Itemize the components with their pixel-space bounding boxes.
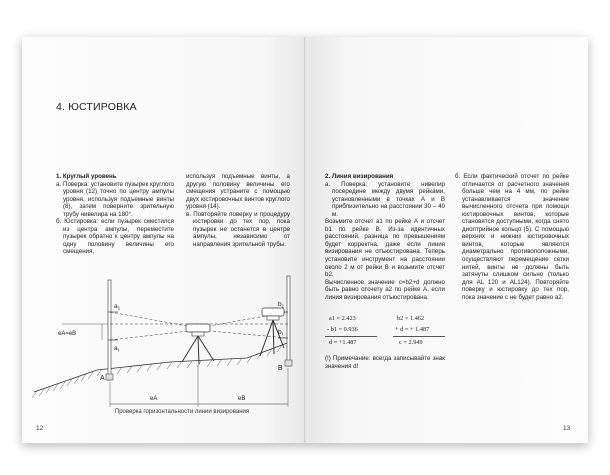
page-number-left: 12 xyxy=(36,425,44,432)
label-e-equal: eA=eB xyxy=(58,331,77,337)
paragraph-computed: Вычисленное значение c=b2+d должно быть равно отсчету a2 по рейке А, если линия визирования отъюстирована. xyxy=(325,278,445,301)
paragraph-check: a. Поверка: установите пузырек круглого уровня (12) точно по центру ампулы уровня, используя подъемные винты (8), затем поверните зрительную трубу нивелира на 180°. xyxy=(56,180,174,218)
paragraph-continuation: используя подъемные винты, а другую половину величины его смещения устраните с помощью двух юстировочных винтов круглого уровня (14). xyxy=(186,173,290,211)
calc-b2: b2 = 1.462 xyxy=(397,315,425,322)
label-a1-left: $a_1$ xyxy=(114,303,121,311)
left-column-2 xyxy=(186,173,290,248)
right-column-1 xyxy=(325,173,445,301)
label-a-left: $a_I$ xyxy=(114,345,119,353)
heading-line-of-sight: 2. Линия визирования xyxy=(325,173,394,180)
note-text: (!) Примечание: всегда записывайте знак значения d! xyxy=(325,355,445,370)
ground-hatching xyxy=(32,345,282,398)
open-booklet xyxy=(22,37,588,443)
sight-line-lower-right xyxy=(198,330,288,338)
left-page xyxy=(22,37,305,443)
label-eb: eB xyxy=(238,396,246,402)
calc-a1: a1 = 2.423 xyxy=(329,315,356,322)
heading-circular-level: 1. Круглый уровень xyxy=(56,173,117,180)
figure-caption: Проверка горизонтальности линии визирования xyxy=(114,409,250,415)
note-block xyxy=(325,355,445,370)
rod-b-base xyxy=(285,360,292,366)
rod-a xyxy=(108,280,111,380)
rod-b xyxy=(287,276,290,366)
label-b-right: $b_I$ xyxy=(278,329,283,337)
calc-minus-b1: - b1 = 0.936 xyxy=(327,326,358,333)
sight-line-upper xyxy=(110,312,198,328)
label-point-b: B xyxy=(278,365,283,372)
label-ea: eA xyxy=(150,396,158,402)
section-title: 4. ЮСТИРОВКА xyxy=(56,101,137,113)
label-b1-right: $b_1$ xyxy=(278,301,285,309)
right-page xyxy=(305,37,588,443)
calc-c: c = 2.949 xyxy=(399,339,423,346)
right-column-2 xyxy=(455,173,569,301)
calc-plus-d: + d = + 1.487 xyxy=(395,326,430,333)
sight-line-lower xyxy=(110,330,198,340)
paragraph-adjust: б. Юстировка: если пузырек сместился из центра ампулы, переместите пузырек обратно к центру ампулы на одну половину величины его смещения, xyxy=(56,218,174,256)
rod-a-base xyxy=(106,374,113,380)
calculation-example xyxy=(325,315,445,350)
level-instrument-middle xyxy=(182,324,214,364)
paragraph-repeat: в. Повторяйте поверку и процедуру юстировки до тех пор, пока пузырек не останется в центре ампулы, независимо от направления зрительной трубы. xyxy=(186,210,290,248)
paragraph-adjustment: б. Если фактический отсчет по рейке отличается от расчетного значения больше чем на 4 мм, по рейке устанавливается значение вычисленного отсчета при помощи юстировочных винтов, которые становятся доступными, когда снято диоптрийное кольцо (5). С помощью верхних и нижних юстировочных винтов, которые являются диаметрально противоположными, осуществляют перемещение сетки нитей, винты не должны быть затянуты слишком сильно (только для AL 120 и AL124). Повторяйте поверку и юстировку до тех пор, пока значение c не будет равно a2. xyxy=(455,173,569,301)
label-point-a: A xyxy=(100,375,105,382)
ground-line xyxy=(34,342,290,392)
calc-d: d = +1.487 xyxy=(329,339,357,346)
paragraph-readings: Возьмите отсчет a1 по рейке А и отсчет b1 по рейке В. Из-за идентичных расстояний, разница по превышениям будет корректна, даже если линия визирования не отъюстирована. Теперь установите инструмент на расстоянии около 2 м от рейки В и возьмите отсчет b2. xyxy=(325,218,445,279)
calc-rule-left xyxy=(325,336,377,337)
leveling-diagram xyxy=(22,242,305,412)
paragraph-check: a. Поверка: установите нивелир посередине между двумя рейками, установленными в точках А и В приблизительно на расстоянии 30 – 40 м. xyxy=(325,180,445,218)
calc-rule-right xyxy=(393,336,445,337)
page-number-right: 13 xyxy=(563,425,571,432)
